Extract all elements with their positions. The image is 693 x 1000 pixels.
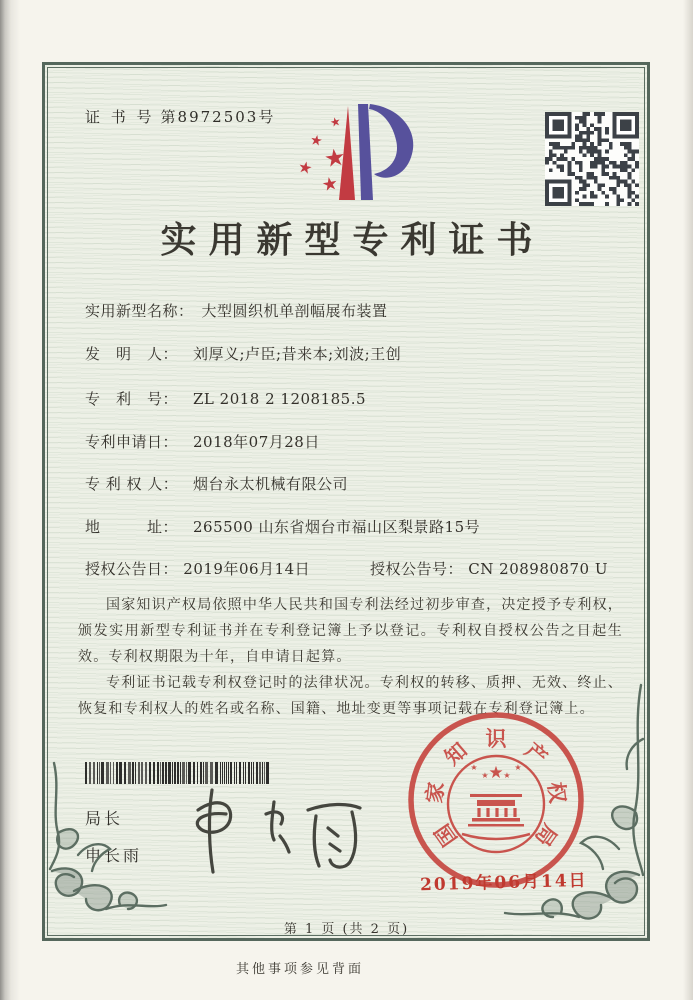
field-label: 专 利 号：	[85, 390, 179, 408]
field-label: 发 明 人：	[85, 345, 179, 363]
field-label: 地 址：	[85, 518, 179, 536]
svg-text:知: 知	[439, 737, 472, 770]
field-row-filing-date	[85, 431, 320, 452]
official-seal	[404, 708, 588, 892]
svg-text:★: ★	[488, 763, 504, 783]
director-title: 局长	[85, 809, 124, 828]
grant-number-label: 授权公告号：	[370, 560, 464, 578]
star-icon: ★	[320, 172, 340, 197]
field-row-patentee	[85, 473, 348, 494]
grant-date-value: 2019年06月14日	[183, 560, 311, 578]
field-row-grant	[85, 558, 608, 579]
field-row-name	[85, 300, 388, 321]
body-paragraph-2: 专利证书记载专利权登记时的法律状况。专利权的转移、质押、无效、终止、恢复和专利权人的姓名或名称、国籍、地址变更等事项记载在专利登记簿上。	[78, 675, 623, 717]
svg-text:★: ★	[514, 763, 522, 772]
grant-number	[370, 558, 608, 579]
field-row-patent-number	[85, 388, 366, 409]
certificate-number	[85, 106, 275, 127]
page-edge-shadow	[683, 0, 693, 1000]
star-icon: ★	[308, 132, 324, 150]
certificate-number-value: 第8972503号	[160, 108, 276, 126]
svg-text:权: 权	[543, 780, 571, 805]
field-value: 大型圆织机单剖幅展布装置	[201, 302, 388, 320]
svg-text:产: 产	[520, 737, 553, 770]
field-value: 2018年07月28日	[193, 433, 320, 451]
svg-text:★: ★	[503, 771, 511, 780]
field-value: ZL 2018 2 1208185.5	[193, 390, 367, 408]
field-label: 专 利 权 人：	[85, 475, 179, 493]
field-value: 烟台永太机械有限公司	[193, 475, 349, 493]
grant-number-value: CN 208980870 U	[468, 560, 608, 578]
body-paragraph-1: 国家知识产权局依照中华人民共和国专利法经过初步审查，决定授予专利权，颁发实用新型专利证书并在专利登记簿上予以登记。专利权自授权公告之日起生效。专利权期限为十年，自申请日起算。	[78, 597, 623, 665]
star-icon: ★	[328, 113, 343, 131]
certificate-title: 实用新型专利证书	[160, 219, 545, 261]
star-icon: ★	[322, 142, 348, 174]
svg-text:★: ★	[481, 771, 489, 780]
certificate-body-text	[78, 592, 623, 722]
page-spine-shadow	[0, 0, 20, 1000]
field-row-address	[85, 516, 480, 537]
cnipa-logo	[286, 98, 448, 208]
director-signature	[182, 776, 382, 880]
director-name: 申长雨	[85, 846, 143, 865]
grant-date-label: 授权公告日：	[85, 560, 179, 578]
svg-text:★: ★	[470, 763, 478, 772]
field-value: 刘厚义;卢臣;昔来本;刘波;王创	[193, 345, 402, 363]
logo-p-mark	[286, 98, 448, 208]
seal-date: 2019年06月14日	[419, 870, 588, 896]
field-label: 实用新型名称：	[85, 302, 194, 320]
field-row-inventors	[85, 343, 401, 364]
star-icon: ★	[296, 156, 315, 179]
svg-text:国: 国	[429, 819, 462, 852]
svg-text:识: 识	[485, 726, 507, 751]
certificate-number-label: 证 书 号	[85, 108, 155, 126]
svg-text:家: 家	[421, 780, 449, 805]
field-value: 265500 山东省烟台市福山区梨景路15号	[193, 518, 481, 536]
qr-code	[545, 112, 639, 206]
svg-text:局: 局	[530, 819, 563, 852]
back-note: 其他事项参见背面	[235, 962, 364, 977]
field-label: 专利申请日：	[85, 433, 179, 451]
page-number: 第 1 页 (共 2 页)	[283, 922, 410, 937]
